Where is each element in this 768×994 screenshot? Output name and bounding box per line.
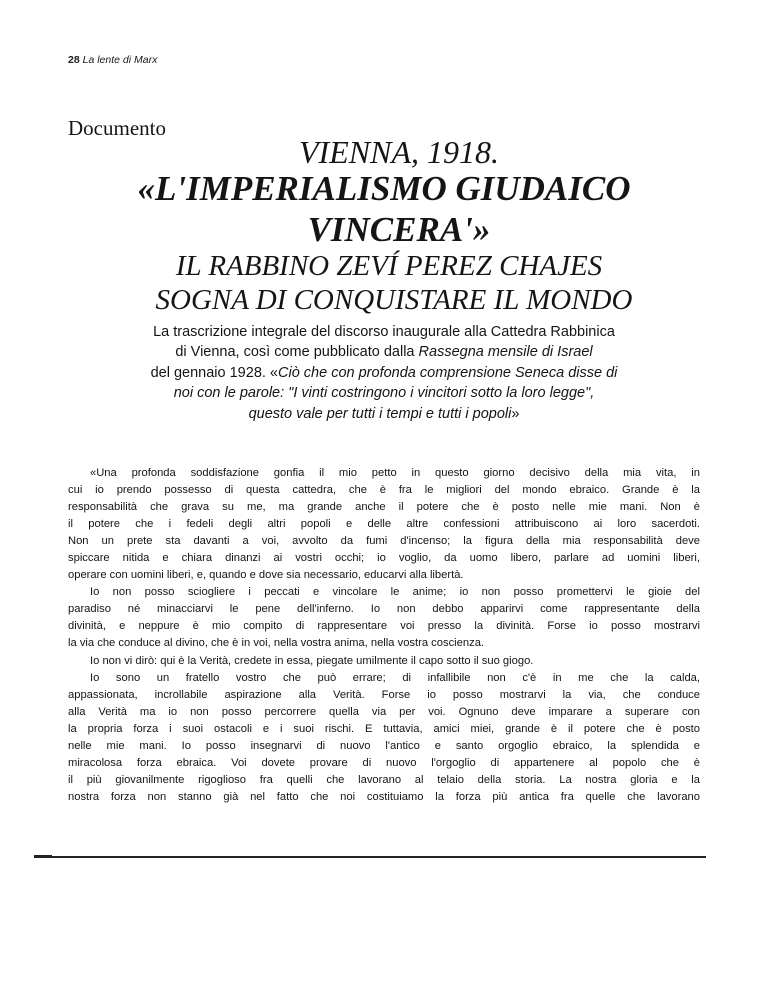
intro-line-1: La trascrizione integrale del discorso inaugurale alla Cattedra Rabbinica bbox=[153, 324, 615, 340]
body-line: la via che conduce al divino, che è in voi, nella vostra anima, nella vostra coscienza. bbox=[68, 637, 485, 650]
body-line: il più giovanilmente rigoglioso fra quelli che lavorano al telaio della storia. La nostra gloria e la bbox=[68, 773, 700, 786]
body-line: spiccare nitida e chiara dinanzi ai vostri occhi; io voglio, da uomo libero, parlare ad uomini liberi, bbox=[68, 552, 700, 565]
body-line: Io sono un fratello vostro che può errare; di infallibile non c'è in me che la calda, bbox=[90, 671, 700, 684]
running-head bbox=[68, 54, 157, 66]
body-line: la propria forza i suoi ostacoli e i suoi rischi. E tuttavia, amici miei, grande è il potere che è posto bbox=[68, 722, 700, 735]
body-line: responsabilità che grava su me, ma grande anche il potere che è posto nelle mie mani. Non è bbox=[68, 501, 700, 514]
body-line: cui io prendo possesso di questa cattedra, che è fra le migliori del mondo ebraico. Grande è la bbox=[68, 484, 700, 497]
intro-publication-title: Rassegna mensile di Israel bbox=[418, 344, 593, 361]
body-text bbox=[68, 465, 700, 806]
intro-line-2 bbox=[0, 342, 768, 362]
intro-closing-quote: » bbox=[511, 405, 520, 422]
headline-line-4: IL RABBINO ZEVÍ PEREZ CHAJES bbox=[175, 250, 603, 282]
intro-line-3-text: del gennaio 1928. « bbox=[150, 364, 279, 381]
intro-line-4: noi con le parole: "I vinti costringono i vincitori sotto la loro legge", bbox=[173, 385, 595, 402]
section-label: Documento bbox=[68, 116, 166, 140]
body-line: Io non vi dirò: qui è la Verità, credete in essa, piegate umilmente il capo sotto il suo giogo. bbox=[90, 654, 534, 667]
body-line: alla Verità ma io non posso percorrere quella via per voi. Ognuno deve imparare a superare con bbox=[68, 705, 700, 718]
page-number: 28 bbox=[68, 54, 80, 66]
headline-line-3: VINCERA'» bbox=[307, 210, 491, 249]
intro-line-2-text: di Vienna, così come pubblicato dalla bbox=[175, 344, 419, 361]
body-line: Io non posso sciogliere i peccati e vincolare le anime; io non posso promettervi le gioie del bbox=[90, 586, 700, 599]
body-line: operare con uomini liberi, e, quando e dove sia necessario, educarvi alla libertà. bbox=[68, 569, 464, 582]
bottom-rule bbox=[40, 856, 706, 858]
intro-line-3 bbox=[0, 363, 768, 383]
intro-quote-end: questo vale per tutti i tempi e tutti i popoli bbox=[248, 405, 512, 422]
body-line: il potere che i fedeli degli altri popoli e delle altre confessioni attribuiscono ai loro sacerdoti. bbox=[68, 518, 700, 531]
running-head-title: La lente di Marx bbox=[82, 54, 158, 66]
body-line: nelle mie mani. Io posso insegnarvi di nuovo l'antico e santo orgoglio ebraico, la splendida e bbox=[68, 739, 700, 752]
body-line: divinità, e neppure è mio compito di rappresentare voi presso la divinità. Forse io posso mostrarvi bbox=[68, 620, 700, 633]
body-line: miracolosa forza ebraica. Voi dovete provare di nuovo l'orgoglio di appartenere al popolo che è bbox=[68, 756, 700, 769]
body-line: «Una profonda soddisfazione gonfia il mio petto in questo giorno decisivo della mia vita, in bbox=[90, 467, 700, 479]
headline-line-1: VIENNA, 1918. bbox=[299, 134, 499, 170]
headline-line-2: «L'IMPERIALISMO GIUDAICO bbox=[137, 169, 631, 208]
intro-quote-start: Ciò che con profonda comprensione Seneca disse di bbox=[278, 364, 618, 381]
body-line: nostra forza non stanno già nel fatto che noi costituiamo la forza più antica fra quelle che lavorano bbox=[68, 790, 700, 803]
intro-paragraph bbox=[0, 322, 768, 424]
body-line: Non un prete sta davanti a voi, avvolto da fumi d'incenso; la figura della mia responsabilità deve bbox=[68, 535, 700, 548]
intro-line-5 bbox=[0, 404, 768, 424]
body-line: appassionata, incrollabile aspirazione alla Verità. Forse io posso mostrarvi la via, che conduce bbox=[68, 688, 700, 701]
body-line: paradiso né minacciarvi le pene dell'inferno. Io non debbo apparirvi come rappresentante della bbox=[68, 603, 700, 616]
headline-line-5: SOGNA DI CONQUISTARE IL MONDO bbox=[155, 284, 633, 316]
